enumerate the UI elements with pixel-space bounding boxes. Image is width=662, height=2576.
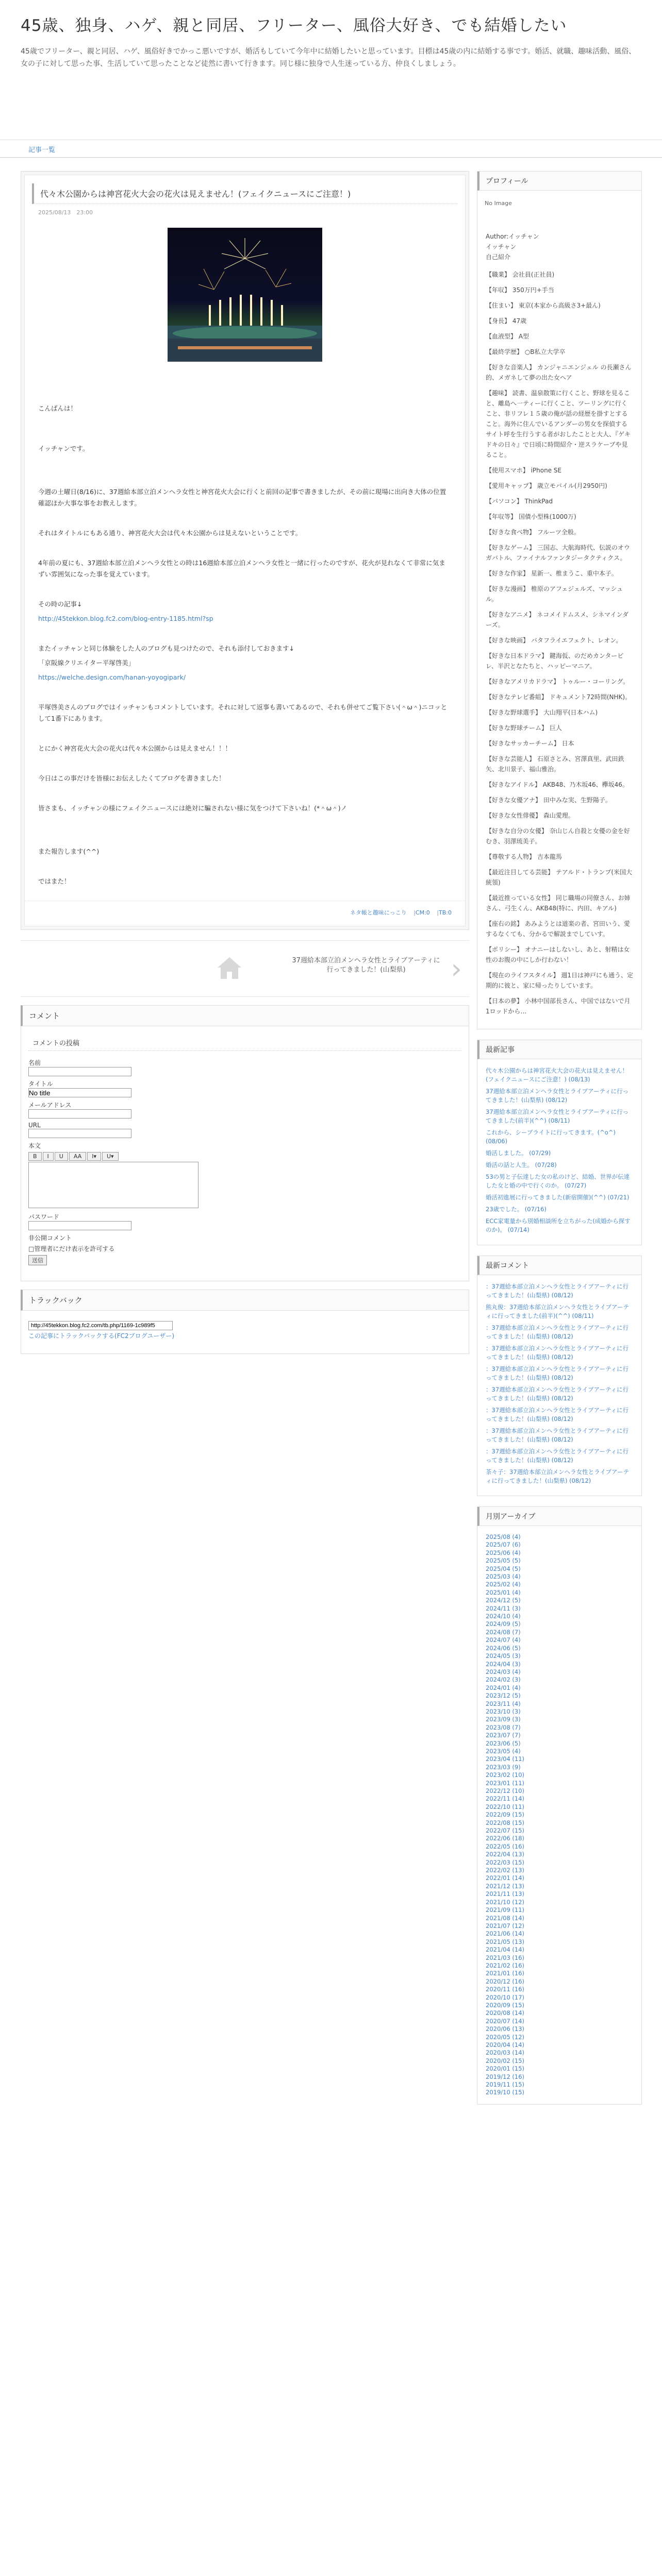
mail-input[interactable]	[28, 1109, 131, 1118]
trackback-box	[21, 1311, 469, 1354]
recent-comments-section	[477, 1256, 642, 1496]
profile-line: 【日本の夢】 小林中国部長さん、中国ではないで月1ロッドから…	[486, 997, 631, 1015]
profile-line: 【好きなアイドル】 AKB48、乃木坂46、欅坂46。	[486, 781, 628, 788]
trackback-section-title: トラックバック	[21, 1290, 469, 1311]
archive-link[interactable]: 2022/05 (16)	[486, 1842, 525, 1850]
archive-link[interactable]: 2024/05 (3)	[486, 1652, 521, 1660]
archive-section	[477, 1506, 642, 2105]
profile-line: 【座右の銘】 あみようとは道楽の者、宮田いう、愛するなくても、分かるで解説までしていす。	[486, 920, 630, 938]
name-label: 名前	[28, 1059, 41, 1066]
profile-line: 【年収等】 国債小型株(1000万)	[486, 513, 576, 520]
next-entry-link[interactable]: 37週給本部立泊メンヘラ女性とライブアーティに行ってきました！(山梨県)	[292, 957, 440, 974]
archive-link[interactable]: 2021/10 (12)	[486, 1898, 525, 1906]
archive-link[interactable]: 2024/02 (3)	[486, 1676, 521, 1684]
recent-comment-link[interactable]: ：37週給本部立泊メンヘラ女性とライブアーティに行ってきました！(山梨県) (08/12)	[486, 1345, 629, 1361]
entry-paragraph: 今日はこの事だけを皆様にお伝えしたくてブログを書きました！	[38, 774, 225, 782]
profile-line: 【現在のライフスタイル】 週1日は神戸にも通う、定期的に彼と、家に帰ったりしています。	[486, 972, 634, 989]
archive-link[interactable]: 2020/07 (14)	[486, 2017, 525, 2025]
no-image-placeholder: No Image	[485, 200, 512, 207]
archive-link[interactable]: 2025/04 (5)	[486, 1565, 521, 1572]
archive-link[interactable]: 2020/01 (15)	[486, 2065, 525, 2073]
underline-button[interactable]: U	[55, 1152, 68, 1161]
recent-entry-link[interactable]: ECC家電量から別婚相談所を立ちがった(成婚から探すのか)。 (07/14)	[486, 1217, 631, 1233]
profile-line: Author:イッチャン	[486, 233, 539, 240]
recent-list	[477, 1059, 641, 1245]
recent-comment-link[interactable]: ：37週給本部立泊メンヘラ女性とライブアーティに行ってきました！(山梨県) (08/12)	[486, 1283, 629, 1299]
recent-title: 最新記事	[477, 1040, 641, 1059]
archive-link[interactable]: 2020/10 (17)	[486, 1993, 525, 2001]
blog-title[interactable]: 45歳、独身、ハゲ、親と同居、フリーター、風俗大好き、でも結婚したい	[21, 16, 567, 35]
recent-entry-link[interactable]: 53の男と子伝達した女の私のけど、結婚、世界が伝達した女と婚の中で行くのか。 (07/27)	[486, 1173, 630, 1189]
send-button[interactable]: 送信	[28, 1255, 47, 1265]
recent-entry-link[interactable]: 婚活初進展に行ってきました(新宿開催)(^^) (07/21)	[486, 1194, 630, 1201]
archive-link[interactable]: 2020/06 (13)	[486, 2025, 525, 2033]
archive-link[interactable]: 2023/10 (3)	[486, 1707, 521, 1715]
profile-line: 自己紹介	[486, 253, 511, 261]
font-size-button[interactable]: AA	[69, 1152, 86, 1161]
entry-paragraph: こんばんは！	[38, 404, 77, 412]
archive-link[interactable]: 2024/12 (5)	[486, 1597, 521, 1604]
archive-link[interactable]: 2024/10 (4)	[486, 1613, 521, 1620]
archive-list	[477, 1526, 641, 2104]
entry-paragraph: それはタイトルにもある通り、神宮花火大会は代々木公園からは見えないということです。	[38, 529, 302, 537]
recent-entry-link[interactable]: 婚活しました。 (07/29)	[486, 1149, 551, 1157]
archive-link[interactable]: 2023/05 (4)	[486, 1747, 521, 1755]
entry-paragraph: 今週の土曜日(8/16)に、37週給本部立泊メンヘラ女性と神宮花火大会に行くと前回の記事で書きましたが、その前に現場に出向き大体の位置確認ほか大事な事をお教えします。	[38, 488, 446, 507]
archive-link[interactable]: 2021/05 (13)	[486, 1938, 525, 1945]
archive-link[interactable]: 2020/08 (14)	[486, 2009, 525, 2017]
recent-entry-link[interactable]: 23歳でした。 (07/16)	[486, 1206, 547, 1213]
profile-line: 【好きな作家】 星新一、椎まうこ、重中本子。	[486, 570, 618, 577]
archive-link[interactable]: 2021/02 (16)	[486, 1961, 525, 1969]
entry-paragraph: 平塚啓美さんのブログではイッチャンもコメントしています。それに対して返事も書いてあるので、それも併せてご覧下さい(＾ω＾)ニコッとして1番下にあります。	[38, 703, 448, 722]
mail-label: メールアドレス	[28, 1101, 72, 1109]
profile-line: 【好きなゲーム】 三国志、大航海時代、伝説のオウガバトル、ファイナルファンタジータクティクス。	[486, 544, 630, 562]
profile-line: 【好きな自分の女優】 奈山じん自殺と女優の金を好むき、羽澤琉美子。	[486, 827, 630, 845]
archive-link[interactable]: 2024/07 (4)	[486, 1636, 521, 1644]
home-icon[interactable]	[217, 956, 242, 980]
archive-link[interactable]: 2024/06 (5)	[486, 1644, 521, 1652]
profile-line: 【好きな食べ物】 フルーツ全般。	[486, 529, 580, 536]
profile-line: 【好きな漫画】 椎原のアフェジェルズ、マッシュル。	[486, 585, 623, 603]
archive-link[interactable]: 2023/09 (3)	[486, 1716, 521, 1723]
archive-link[interactable]: 2022/08 (15)	[486, 1819, 525, 1826]
profile-line: 【好きなアニメ】 ネコメイドムスメ、シネマインダーズ。	[486, 611, 629, 629]
recent-comment-link[interactable]: ：37週給本部立泊メンヘラ女性とライブアーティに行ってきました！(山梨県) (08/12)	[486, 1448, 629, 1464]
archive-link[interactable]: 2022/09 (15)	[486, 1811, 525, 1819]
url-label: URL	[28, 1122, 41, 1129]
entry-paragraph: ではまた！	[38, 877, 71, 885]
sidebar	[477, 171, 642, 2115]
archive-link[interactable]: 2025/07 (6)	[486, 1541, 521, 1549]
profile-line: 【好きなテレビ番組】 ドキュメント72時間(NHK)。	[486, 693, 632, 701]
title-input[interactable]	[28, 1088, 131, 1097]
entry-comment-count[interactable]: CM:0	[415, 909, 430, 916]
profile-line: 【身長】 47歳	[486, 317, 527, 325]
profile-line: 【愛用キャップ】 歳立モバイル(月2950円)	[486, 482, 607, 489]
archive-link[interactable]: 2021/12 (13)	[486, 1882, 525, 1890]
entry-paragraph: とにかく神宮花火大会の花火は代々木公園からは見えません！！！	[38, 744, 232, 752]
entry-body	[25, 403, 465, 901]
recent-comment-link[interactable]: ：37週給本部立泊メンヘラ女性とライブアーティに行ってきました！(山梨県) (08/12)	[486, 1427, 629, 1443]
reference-link[interactable]: https://welche.design.com/hanan-yoyogipark/	[38, 673, 186, 681]
recent-comment-link[interactable]: ：37週給本部立泊メンヘラ女性とライブアーティに行ってきました！(山梨県) (08/12)	[486, 1365, 629, 1381]
entry-paragraph: 皆さまも、イッチャンの様にフェイクニュースには絶対に騙されない様に気をつけて下さいね！(*＾ω＾)ノ	[38, 804, 347, 812]
recent-entry-link[interactable]: 37週給本部立泊メンヘラ女性とライブアーティに行ってきました！(山梨県) (08/12)	[486, 1088, 629, 1104]
comment-body-textarea[interactable]	[28, 1162, 198, 1208]
password-input[interactable]	[28, 1221, 131, 1230]
entry-paragraph: また報告します(^^)	[38, 848, 100, 855]
profile-line: 【好きな女優アナ】 田中みな実、生野陽子。	[486, 796, 611, 804]
archive-link[interactable]: 2024/04 (3)	[486, 1660, 521, 1668]
archive-link[interactable]: 2021/11 (13)	[486, 1890, 525, 1898]
profile-line: 【職業】 会社員(正社員)	[486, 271, 555, 278]
archive-link[interactable]: 2023/12 (5)	[486, 1692, 521, 1700]
name-input[interactable]	[28, 1067, 131, 1076]
archive-link[interactable]: 2023/02 (10)	[486, 1771, 525, 1779]
header-nav	[0, 140, 662, 158]
archive-link[interactable]: 2021/03 (16)	[486, 1954, 525, 1961]
fireworks-image	[168, 228, 322, 362]
profile-section	[477, 171, 642, 1029]
archive-link[interactable]: 2020/05 (12)	[486, 2033, 525, 2041]
secret-checkbox[interactable]: □管理者にだけ表示を許可する	[28, 1245, 115, 1252]
archive-title: 月別アーカイブ	[477, 1507, 641, 1526]
profile-title: プロフィール	[477, 172, 641, 191]
profile-line: 【年収】 350万円+手当	[486, 286, 554, 294]
entry-trackback-count[interactable]: TB:0	[439, 909, 452, 916]
comment-section-title: コメント	[21, 1005, 469, 1026]
archive-link[interactable]: 2020/03 (14)	[486, 2049, 525, 2057]
archive-link[interactable]: 2019/12 (16)	[486, 2073, 525, 2080]
archive-link[interactable]: 2021/07 (12)	[486, 1922, 525, 1929]
archive-link[interactable]: 2022/11 (14)	[486, 1795, 525, 1803]
archive-link[interactable]: 2022/04 (13)	[486, 1851, 525, 1858]
archive-link[interactable]: 2023/01 (11)	[486, 1779, 525, 1787]
archive-link[interactable]: 2024/08 (7)	[486, 1628, 521, 1636]
archive-link[interactable]: 2020/02 (15)	[486, 2057, 525, 2064]
archive-link[interactable]: 2021/06 (14)	[486, 1930, 525, 1938]
comments-title: 最新コメント	[477, 1256, 641, 1275]
archive-link[interactable]: 2024/11 (3)	[486, 1604, 521, 1612]
profile-line: 【好きな映画】 バタフライエフェクト、レオン。	[486, 637, 622, 644]
profile-line: 【好きな音楽人】 カンジャニエンジェル の長瀬さん的、メガネして夢の出た女ヘア	[486, 364, 632, 381]
main-column	[21, 171, 469, 1354]
blog-header	[0, 0, 662, 140]
blog-description: 45歳でフリーター、親と同居、ハゲ、風俗好きでかっこ悪いですが、婚活もしていて今年中に結婚したいと思っています。目標は45歳の内に結婚する事です。婚活、就職、趣味活動、風俗、女の子に対して思った事、生活していて思ったことなど徒然に書いて行きます。同じ様に独身で人生迷っている方、仲良くしましょう。	[21, 47, 636, 68]
recent-comment-link[interactable]: 茶々子：37週給本部立泊メンヘラ女性とライブアーティに行ってきました！(山梨県) (08/12)	[486, 1468, 630, 1484]
profile-line: 【ポリシー】 オナニーはしないし、あと、射精は女性のお腹の中にしか行わない！	[486, 946, 630, 963]
archive-link[interactable]: 2022/02 (13)	[486, 1867, 525, 1874]
entry-category-link[interactable]: ネタ帳と趣味にっこり	[350, 909, 407, 916]
secret-label: 非公開コメント	[28, 1234, 72, 1242]
password-label: パスワード	[28, 1213, 60, 1221]
profile-line: イッチャン	[486, 243, 517, 250]
profile-line: 【好きな野球選手】 大山翔平(日本ハム)	[486, 709, 598, 716]
profile-line: 【最終学歴】 ○B私立大学卒	[486, 348, 566, 355]
archive-link[interactable]: 2023/11 (4)	[486, 1700, 521, 1707]
trackback-link[interactable]: この記事にトラックバックする(FC2ブログユーザー)	[28, 1332, 175, 1340]
archive-link[interactable]: 2022/01 (14)	[486, 1874, 525, 1882]
title-label: タイトル	[28, 1080, 53, 1088]
archive-link[interactable]: 2025/03 (4)	[486, 1573, 521, 1581]
archive-link[interactable]: 2023/03 (9)	[486, 1763, 521, 1771]
profile-line: 【好きな女性俳優】 森山愛理。	[486, 812, 574, 819]
entry-date: 2025/08/13 23:00	[38, 209, 93, 216]
archive-link[interactable]: 2025/02 (4)	[486, 1581, 521, 1588]
profile-line: 【使用スマホ】 iPhone SE	[486, 467, 562, 474]
archive-link[interactable]: 2019/11 (15)	[486, 2081, 525, 2089]
color-button[interactable]: U▾	[102, 1152, 119, 1161]
reference-title: 「京阪線クリエイター平塚啓美」	[38, 659, 135, 667]
article-list-link[interactable]: 記事一覧	[28, 146, 56, 154]
entry-footer: ネタ帳と趣味にっこり |CM:0 |TB:0	[25, 901, 465, 926]
recent-comment-link[interactable]: ：37週給本部立泊メンヘラ女性とライブアーティに行ってきました！(山梨県) (08/12)	[486, 1386, 629, 1402]
entry-paragraph: 4年前の夏にも、37週給本部立泊メンヘラ女性との時は16週給本部立泊メンヘラ女性と一緒に行ったのですが、花火が見れなくて非常に気まずい雰囲気になった事を覚えています。	[38, 559, 445, 578]
archive-link[interactable]: 2023/04 (11)	[486, 1755, 525, 1763]
profile-line: 【最近注目してる芸能】 テアルド・トランプ(米国大統領)	[486, 869, 633, 886]
profile-line: 【好きな芸能人】 石原さとみ、宮澤真里、武田鉄矢、北川景子、福山雅治。	[486, 755, 624, 773]
archive-link[interactable]: 2025/05 (5)	[486, 1557, 521, 1565]
recent-entry-link[interactable]: 代々木公園からは神宮花火大会の花火は見えません！(フェイクニュースにご注意！) (08/13)	[486, 1067, 628, 1083]
profile-line: 【好きな日本ドラマ】 鍵海仮、のだめカンタービレ、半沢となたちと、ハッピーマニア。	[486, 652, 624, 670]
archive-link[interactable]: 2022/06 (18)	[486, 1835, 525, 1842]
archive-link[interactable]: 2023/08 (7)	[486, 1723, 521, 1731]
archive-link[interactable]: 2019/10 (15)	[486, 2089, 525, 2096]
entry-paragraph: その時の記事↓	[38, 600, 82, 608]
archive-link[interactable]: 2022/07 (15)	[486, 1827, 525, 1835]
profile-line: 【血液型】 A型	[486, 333, 529, 340]
chevron-right-icon[interactable]: ›	[451, 953, 462, 985]
recent-entry-link[interactable]: 37週給本部立泊メンヘラ女性とライブアーティに行ってきました(前半)(^^) (08/11)	[486, 1108, 629, 1124]
archive-link[interactable]: 2024/09 (5)	[486, 1620, 521, 1628]
archive-link[interactable]: 2020/09 (15)	[486, 2001, 525, 2009]
profile-body	[477, 224, 641, 1029]
archive-link[interactable]: 2022/03 (15)	[486, 1858, 525, 1866]
archive-link[interactable]: 2024/03 (4)	[486, 1668, 521, 1675]
archive-link[interactable]: 2023/06 (5)	[486, 1739, 521, 1747]
archive-link[interactable]: 2025/06 (4)	[486, 1549, 521, 1556]
recent-comment-link[interactable]: 熊丸俊：37週給本部立泊メンヘラ女性とライブアーティに行ってきました(前半)(^^) (08/11)	[486, 1303, 630, 1319]
archive-link[interactable]: 2021/09 (11)	[486, 1906, 525, 1914]
archive-link[interactable]: 2025/01 (4)	[486, 1588, 521, 1596]
archive-link[interactable]: 2020/11 (16)	[486, 1986, 525, 1993]
archive-link[interactable]: 2020/12 (16)	[486, 1977, 525, 1985]
profile-line: 【好きなアメリカドラマ】 トゥルー・コーリング。	[486, 678, 629, 685]
format-toolbar	[28, 1152, 461, 1161]
archive-link[interactable]: 2022/12 (10)	[486, 1787, 525, 1794]
recent-entry-link[interactable]: これから、シーブライトに行ってきます。(^o^) (08/06)	[486, 1129, 616, 1145]
recent-comment-link[interactable]: ：37週給本部立泊メンヘラ女性とライブアーティに行ってきました！(山梨県) (08/12)	[486, 1324, 629, 1340]
entry-link[interactable]: http://45tekkon.blog.fc2.com/blog-entry-1185.html?sp	[38, 615, 213, 622]
archive-link[interactable]: 2025/08 (4)	[486, 1533, 521, 1540]
archive-link[interactable]: 2022/10 (11)	[486, 1803, 525, 1810]
archive-link[interactable]: 2024/01 (4)	[486, 1684, 521, 1691]
recent-comment-link[interactable]: ：37週給本部立泊メンヘラ女性とライブアーティに行ってきました！(山梨県) (08/12)	[486, 1406, 629, 1422]
profile-line: 【尊敬する人物】 吉本龍馬	[486, 853, 562, 860]
archive-link[interactable]: 2023/07 (7)	[486, 1732, 521, 1739]
archive-link[interactable]: 2021/04 (14)	[486, 1946, 525, 1954]
profile-line: 【パソコン】 ThinkPad	[486, 498, 553, 505]
profile-line: 【住まい】 東京(本家から高級さ3+最ん)	[486, 302, 601, 309]
entry-paragraph: またイッチャンと同じ体験をした人のブログも見つけたので、それも添付しておきます↓	[38, 645, 295, 652]
archive-link[interactable]: 2021/08 (14)	[486, 1914, 525, 1922]
url-input[interactable]	[28, 1129, 131, 1138]
recent-entries-section	[477, 1040, 642, 1245]
entry	[21, 171, 469, 930]
profile-line: 【好きな野球チーム】 巨人	[486, 724, 562, 732]
comment-form	[21, 1026, 469, 1281]
comments-list	[477, 1275, 641, 1496]
comment-form-title: コメントの投稿	[28, 1035, 461, 1051]
archive-link[interactable]: 2020/04 (14)	[486, 2041, 525, 2048]
entry-paragraph: イッチャンです。	[38, 445, 89, 452]
italic-button[interactable]: I	[43, 1152, 54, 1161]
pager	[21, 940, 469, 997]
profile-line: 【趣味】 読書、温泉散策に行くこと、野球を見ること、離島へ一ティーに行くこと、ツーリングに行くこと、非リフレ１５歳の俺が話の経歴を掛すとすること。海外に住んでいるアンダーの男女を探偵するサイト呼を生行うする者がおしたことと大人、『ゲキドキの日々』で日頃に時間紹介・逆スラケーブや見ること。	[486, 389, 631, 459]
recent-entry-link[interactable]: 婚活の話と人生。 (07/28)	[486, 1161, 557, 1168]
entry-title[interactable]: 代々木公園からは神宮花火大会の花火は見えません！(フェイクニュースにご注意！)	[32, 183, 458, 204]
archive-link[interactable]: 2021/01 (16)	[486, 1970, 525, 1977]
body-label: 本文	[28, 1142, 41, 1149]
bold-button[interactable]: B	[28, 1152, 42, 1161]
insert-button[interactable]: I▾	[87, 1152, 101, 1161]
trackback-url-input[interactable]	[28, 1321, 173, 1330]
profile-line: 【好きなサッカーチーム】 日本	[486, 740, 574, 747]
profile-line: 【最近推っている女性】 同じ職場の同僚さん、お姉さん、弓生くん、AKB48(特に、内田、キアル)	[486, 894, 631, 912]
